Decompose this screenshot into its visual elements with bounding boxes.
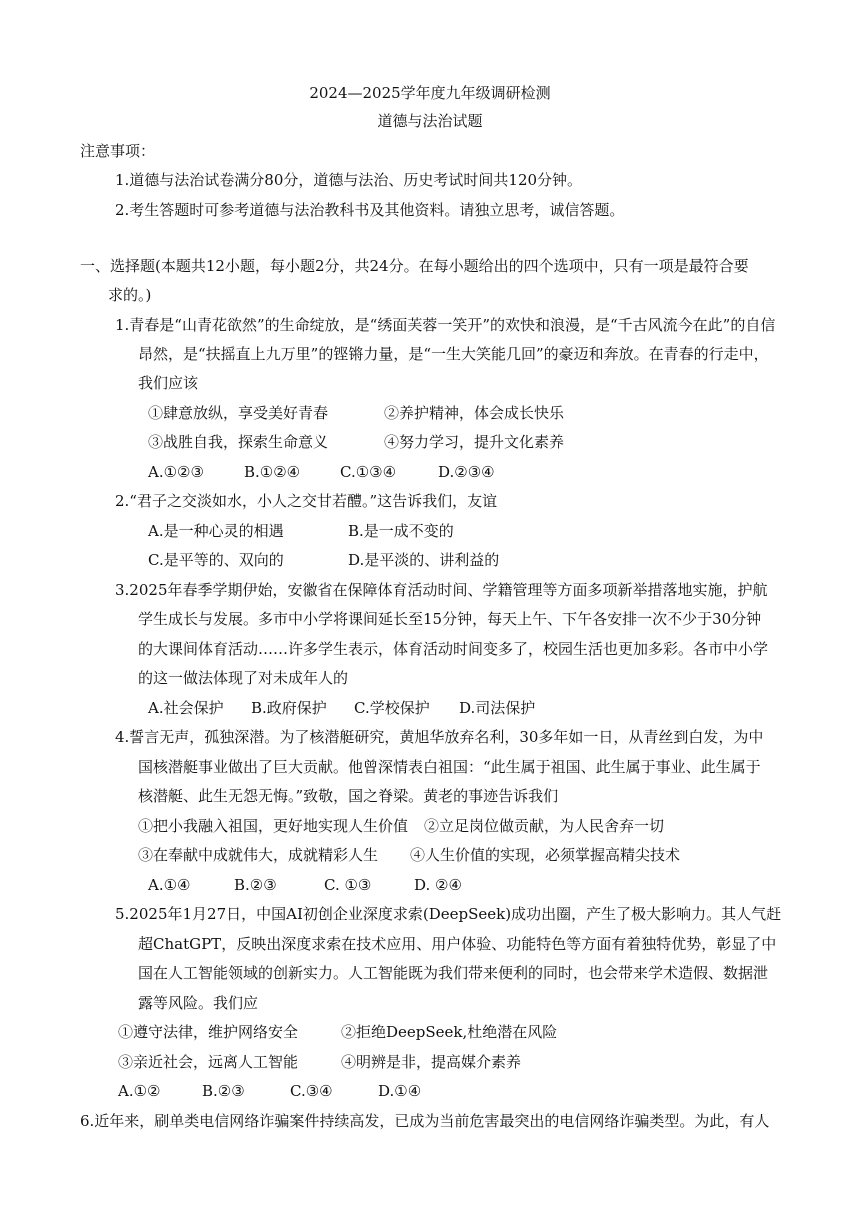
statement-option: ②养护精神，体会成长快乐 [384,404,565,422]
choice-a: A.①②③ [148,463,204,481]
question-3-stem: 学生成长与发展。多市中小学将课间延长至15分钟，每天上午、下午各安排一次不少于30分钟 [138,610,762,628]
statement-option: ③战胜自我，探索生命意义 [148,433,329,451]
statement-option: ④明辨是非，提高媒介素养 [341,1053,522,1071]
notes-heading: 注意事项： [80,142,156,160]
question-4-stem: 核潜艇、此生无怨无悔。”致敬，国之脊梁。黄老的事迹告诉我们 [138,787,559,805]
question-4-stem: 4.誓言无声，孤独深潜。为了核潜艇研究，黄旭华放弃名利，30多年如一日，从青丝到白发，为中 [115,728,764,746]
choice-b: B.①②④ [244,463,301,481]
question-5-stem: 国在人工智能领域的创新实力。人工智能既为我们带来便利的同时，也会带来学术造假、数据泄 [138,964,769,982]
choice-b: B.②③ [234,876,277,894]
question-2-stem: 2.“君子之交淡如水，小人之交甘若醴。”这告诉我们，友谊 [115,492,498,510]
question-5-stem: 5.2025年1月27日，中国AI初创企业深度求索(DeepSeek)成功出圈，产生了极大影响力。其人气赶 [115,905,782,923]
choice-c: C.是平等的、双向的 [148,551,284,569]
choice-d: D. ②④ [414,876,462,894]
section-heading-cont: 求的。) [108,286,152,304]
choice-c: C.①③④ [340,463,397,481]
question-6-stem: 6.近年来，刷单类电信网络诈骗案件持续高发，已成为当前危害最突出的电信网络诈骗类型。为此，有人 [80,1112,770,1130]
choice-c: C.③④ [290,1082,333,1100]
question-5-stem: 露等风险。我们应 [138,994,259,1012]
question-1-stem: 昂然，是“扶摇直上九万里”的铿锵力量，是“一生大笑能几回”的豪迈和奔放。在青春的行走中， [138,345,769,363]
choice-c: C.学校保护 [354,699,430,717]
statement-option: ③亲近社会，远离人工智能 [118,1053,299,1071]
choice-a: A.是一种心灵的相遇 [148,522,284,540]
statement-option: ④努力学习，提升文化素养 [384,433,565,451]
statement-option: ①遵守法律，维护网络安全 [118,1023,299,1041]
choice-b: B.②③ [202,1082,245,1100]
section-heading: 一、选择题(本题共12小题，每小题2分，共24分。在每小题给出的四个选项中，只有一项是最符合要 [80,257,749,275]
note-item: 2.考生答题时可参考道德与法治教科书及其他资料。请独立思考，诚信答题。 [115,201,625,219]
exam-title: 2024—2025学年度九年级调研检测 [309,84,551,102]
question-5-stem: 超ChatGPT，反映出深度求索在技术应用、用户体验、功能特色等方面有着独特优势，彰显了中 [138,935,777,953]
choice-a: A.①② [118,1082,161,1100]
question-1-stem: 我们应该 [138,374,199,392]
question-1-stem: 1.青春是“山青花欲然”的生命绽放，是“绣面芙蓉一笑开”的欢快和浪漫，是“千古风流今在此”的自信 [115,316,776,334]
statement-option: ③在奉献中成就伟大，成就精彩人生 [138,846,379,864]
choice-d: D.是平淡的、讲利益的 [348,551,500,569]
exam-subtitle: 道德与法治试题 [377,112,483,130]
choice-b: B.是一成不变的 [348,522,454,540]
question-4-stem: 国核潜艇事业做出了巨大贡献。他曾深情表白祖国：“此生属于祖国、此生属于事业、此生属于 [138,758,761,776]
statement-option: ④人生价值的实现，必须掌握高精尖技术 [410,846,681,864]
statement-option: ②立足岗位做贡献，为人民舍弃一切 [424,817,665,835]
choice-c: C. ①③ [324,876,372,894]
statement-option: ①把小我融入祖国，更好地实现人生价值 [138,817,409,835]
choice-a: A.①④ [148,876,191,894]
choice-d: D.司法保护 [459,699,536,717]
choice-d: D.①④ [378,1082,422,1100]
choice-b: B.政府保护 [251,699,327,717]
note-item: 1.道德与法治试卷满分80分，道德与法治、历史考试时间共120分钟。 [115,171,583,189]
choice-d: D.②③④ [438,463,495,481]
question-3-stem: 3.2025年春季学期伊始，安徽省在保障体育活动时间、学籍管理等方面多项新举措落地实施，护航 [115,581,768,599]
question-3-stem: 的大课间体育活动……许多学生表示，体育活动时间变多了，校园生活也更加多彩。各市中小学 [138,640,769,658]
question-3-stem: 的这一做法体现了对未成年人的 [138,669,349,687]
statement-option: ①肆意放纵，享受美好青春 [148,404,329,422]
choice-a: A.社会保护 [148,699,224,717]
statement-option: ②拒绝DeepSeek,杜绝潜在风险 [341,1023,558,1041]
